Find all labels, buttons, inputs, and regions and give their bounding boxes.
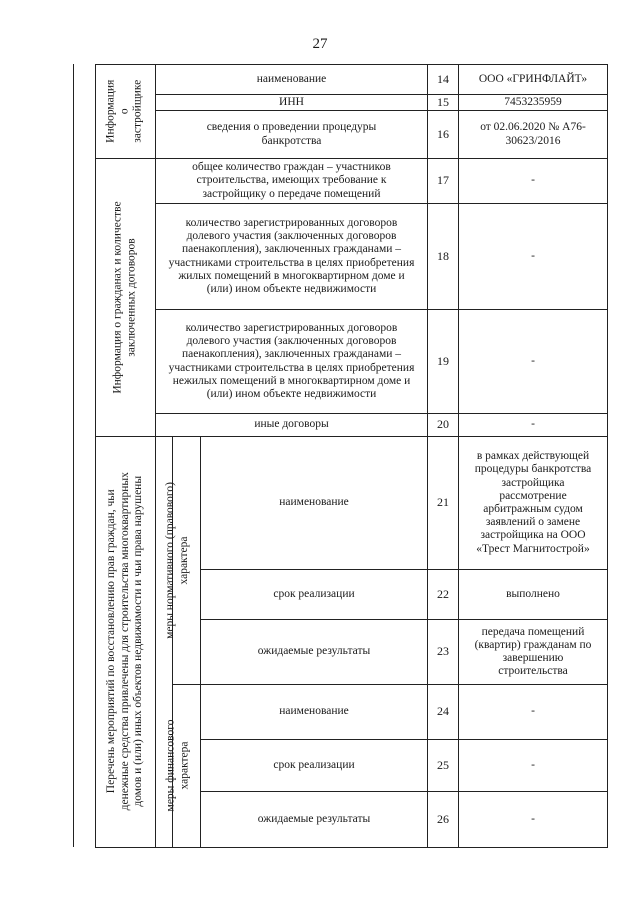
row-26-number: 26 [437, 811, 449, 826]
row-17-label: общее количество граждан – участников строительства, имеющих требование к застройщику о передаче помещений [192, 161, 391, 200]
left-margin-line [73, 64, 74, 847]
row-22-value: выполнено [506, 587, 560, 600]
row-14-number: 14 [437, 71, 449, 86]
row-23-value: передача помещений (квартир) гражданам по завершению строительства [474, 625, 592, 678]
page-number: 27 [312, 36, 328, 52]
row-25-number: 25 [437, 757, 449, 772]
row-19-value: - [531, 354, 535, 367]
row-20-number: 20 [437, 417, 449, 432]
row-26-label: ожидаемые результаты [257, 812, 371, 825]
row-24-value: - [531, 705, 535, 718]
row-14-value: ООО «ГРИНФЛАЙТ» [478, 72, 588, 85]
row-16-value: от 02.06.2020 № А76-30623/2016 [480, 121, 586, 147]
row-22-number: 22 [437, 586, 449, 601]
row-18-label: количество зарегистрированных договоров долевого участия (заключенных договоров паенакопления), заключенных гражданами – участниками строительства в целях приобретения жилых помещений в многоквартирном доме и (или) ином объекте недвижимости [168, 216, 415, 295]
row-21-value: в рамках действующей процедуры банкротства застройщика рассмотрение арбитражным судом заявлений о замене застройщика на ООО «Трест Магнитострой» [474, 450, 592, 555]
group-developer-info: Информация о застройщике [104, 79, 144, 143]
row-15-label: ИНН [279, 95, 304, 108]
row-16-number: 16 [437, 126, 449, 141]
row-15-value: 7453235959 [504, 95, 562, 108]
data-table [95, 64, 608, 847]
row-19-number: 19 [437, 353, 449, 368]
row-17-value: - [531, 174, 535, 187]
row-15-number: 15 [437, 94, 449, 109]
row-20-label: иные договоры [254, 418, 329, 431]
row-21-label: наименование [279, 496, 349, 509]
group-measures: Перечень мероприятий по восстановлению прав граждан, чьи денежные средства привлечены для строительства многоквартирных домов и (или) иных объектов недвижимости и чьи права нарушены [104, 472, 144, 811]
group-financial-measures: меры финансового характера [164, 719, 190, 812]
row-26-value: - [531, 812, 535, 825]
row-20-value: - [531, 418, 535, 431]
group-citizens-contracts: Информация о гражданах и количестве заключенных договоров [111, 200, 138, 394]
row-23-label: ожидаемые результаты [257, 645, 371, 658]
row-19-label: количество зарегистрированных договоров долевого участия (заключенных договоров паенакопления), заключенных гражданами – участниками строительства в целях приобретения нежилых помещений в многоквартирном доме и (или) ином объекте недвижимости [168, 321, 415, 400]
row-18-value: - [531, 249, 535, 262]
row-25-value: - [531, 758, 535, 771]
row-18-number: 18 [437, 248, 449, 263]
row-17-number: 17 [437, 173, 449, 188]
row-14-label: наименование [256, 72, 327, 85]
row-24-label: наименование [279, 705, 349, 718]
row-22-label: срок реализации [273, 587, 355, 600]
row-16-label: сведения о проведении процедуры банкротства [206, 121, 377, 147]
row-25-label: срок реализации [273, 758, 355, 771]
row-21-number: 21 [437, 495, 449, 510]
row-23-number: 23 [437, 644, 449, 659]
row-24-number: 24 [437, 704, 449, 719]
group-normative-measures: меры нормативного (правового) характера [164, 481, 190, 639]
